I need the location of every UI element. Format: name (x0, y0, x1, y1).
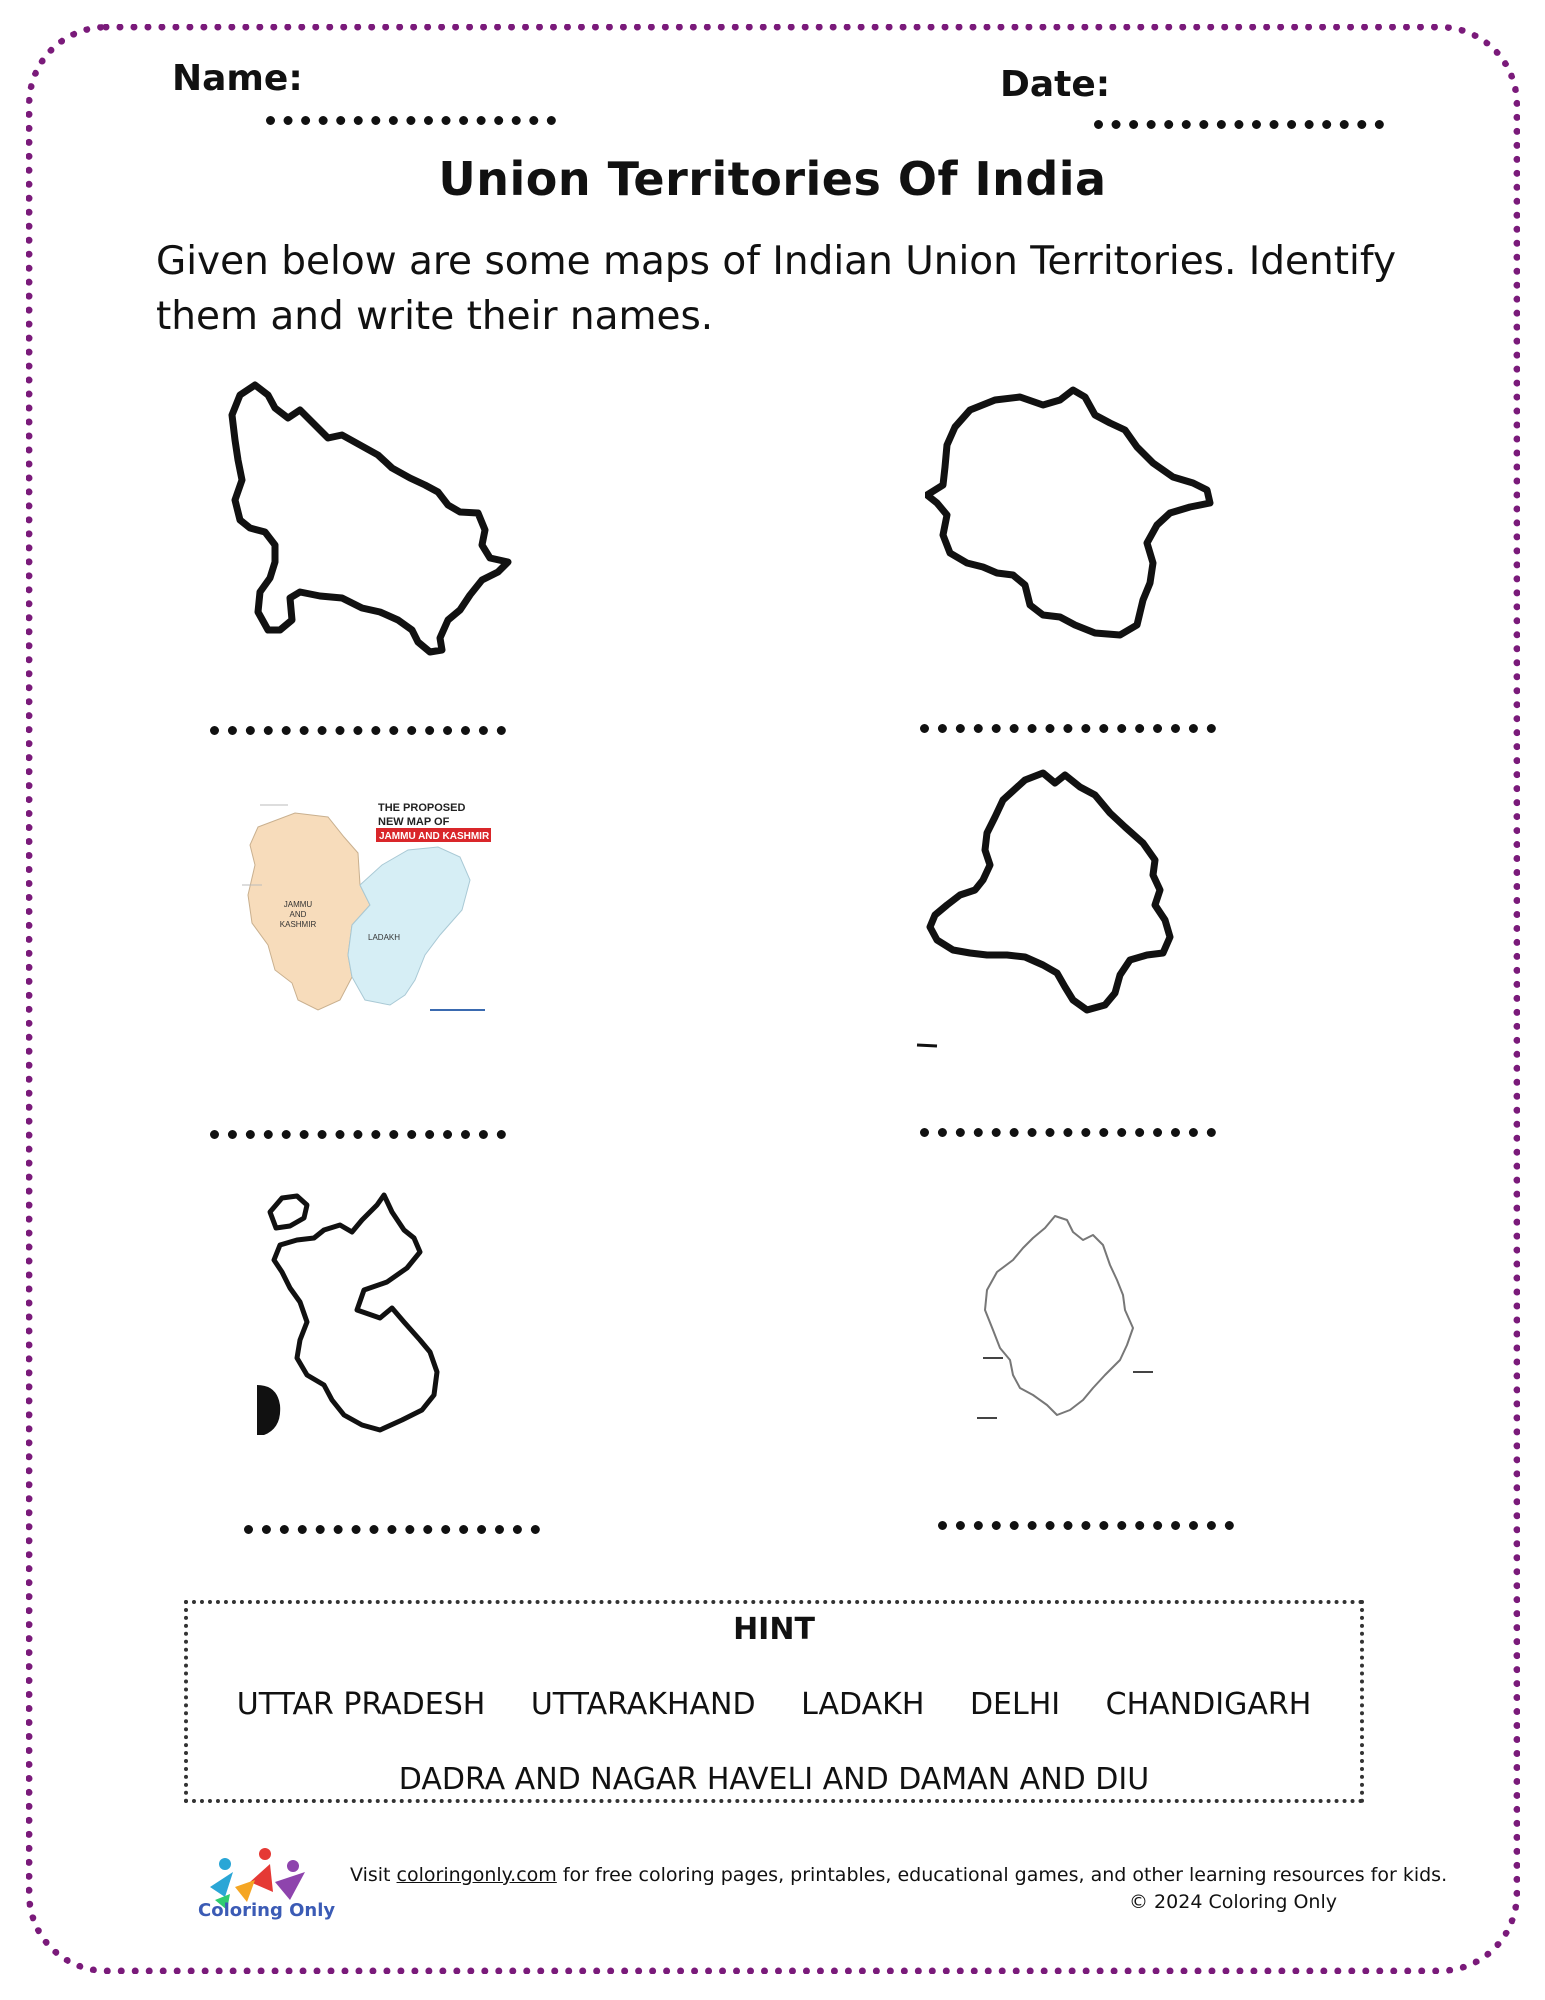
page-title: Union Territories Of India (438, 152, 1107, 206)
hint-option: LADAKH (801, 1687, 925, 1722)
ladakh-label: LADAKH (368, 933, 401, 942)
hint-title: HINT (733, 1612, 815, 1647)
hint-box (184, 1600, 1364, 1803)
map-outline-6 (975, 1210, 1175, 1430)
name-label: Name: (172, 58, 303, 99)
jk-ladakh-map (240, 795, 500, 1025)
footer-visit-prefix: Visit (350, 1864, 397, 1886)
hint-option: UTTAR PRADESH (236, 1687, 486, 1722)
answer-line-4[interactable] (920, 1128, 1216, 1137)
jk-heading-3: JAMMU AND KASHMIR (379, 831, 490, 842)
hint-option: UTTARAKHAND (530, 1687, 756, 1722)
jk-heading-2: NEW MAP OF (378, 816, 450, 828)
instructions: Given below are some maps of Indian Union Territories. Identify them and write their names. (156, 239, 1397, 339)
answer-line-3[interactable] (210, 1130, 506, 1139)
jk-label-2: AND (289, 910, 307, 919)
footer-text (350, 1864, 1447, 1886)
answer-line-2[interactable] (920, 724, 1216, 733)
map-outline-2 (925, 385, 1245, 645)
jk-heading-1: THE PROPOSED (378, 802, 466, 814)
logo-text: Coloring Only (198, 1900, 336, 1921)
hint-option: DELHI (969, 1687, 1061, 1722)
hint-options-row-1 (188, 1687, 1360, 1722)
answer-line-1[interactable] (210, 726, 506, 735)
jk-label-1: JAMMU (283, 900, 313, 909)
map-outline-1 (220, 380, 520, 660)
answer-line-5[interactable] (244, 1525, 540, 1534)
name-answer-line[interactable] (266, 116, 556, 125)
hint-option: DADRA AND NAGAR HAVELI AND DAMAN AND DIU (398, 1762, 1150, 1797)
map-outline-4 (915, 765, 1235, 1055)
hint-option: CHANDIGARH (1105, 1687, 1312, 1722)
answer-line-6[interactable] (938, 1521, 1234, 1530)
map-outline-5 (252, 1190, 492, 1450)
copyright: © 2024 Coloring Only (1129, 1891, 1337, 1913)
footer-visit-suffix: for free coloring pages, printables, educational games, and other learning resources for kids. (556, 1864, 1448, 1886)
date-answer-line[interactable] (1094, 120, 1384, 129)
footer-link[interactable]: coloringonly.com (396, 1864, 557, 1886)
date-label: Date: (1000, 64, 1111, 105)
jk-label-3: KASHMIR (279, 920, 317, 929)
